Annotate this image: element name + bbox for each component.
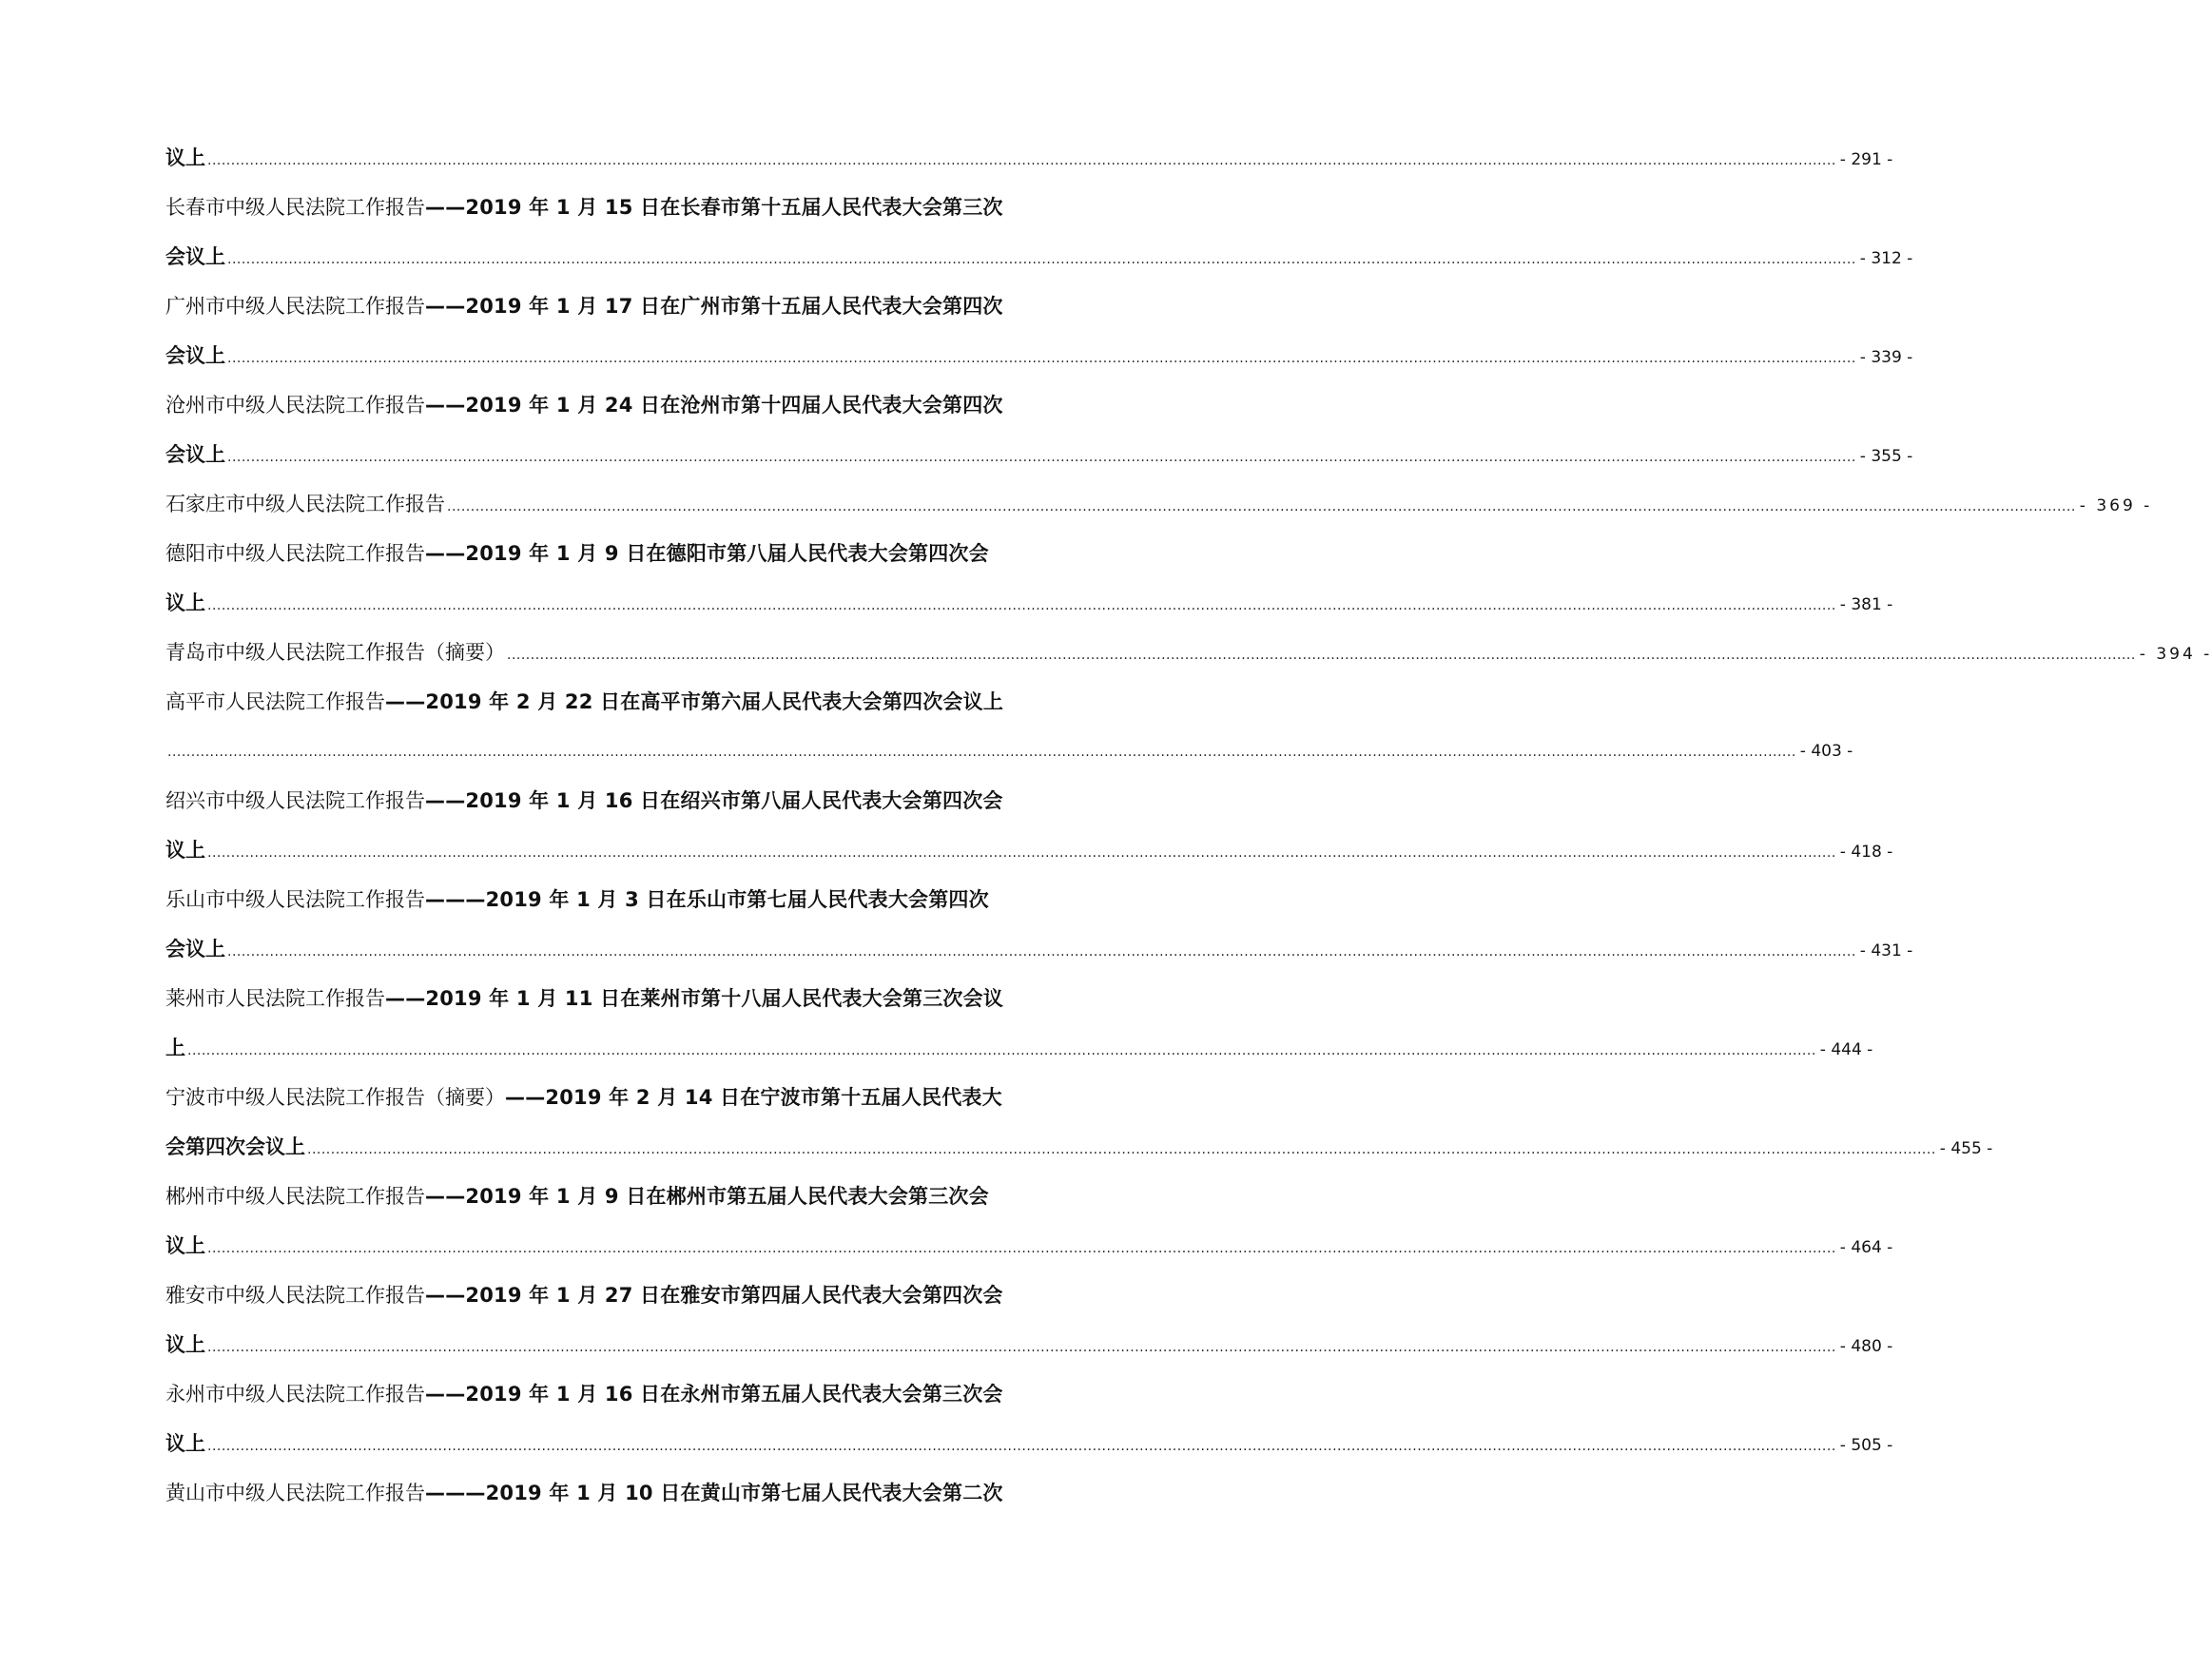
- dot-leader: ..........................................................................................................................................................................................................................................................................................................................................................: [207, 1340, 1836, 1355]
- dot-leader: ..........................................................................................................................................................................................................................................................................................................................................................: [507, 648, 2136, 663]
- toc-entry-title-end: 议上: [165, 1432, 205, 1455]
- dot-leader: ..........................................................................................................................................................................................................................................................................................................................................................: [227, 252, 1856, 267]
- toc-entry-subtitle: ———2019 年 1 月 10 日在黄山市第七届人民代表大会第二次: [425, 1482, 1003, 1504]
- toc-entry-continuation[interactable]: [165, 1023, 1873, 1073]
- toc-entry-title[interactable]: [165, 1468, 1021, 1518]
- toc-entry-title[interactable]: [165, 974, 1021, 1023]
- toc-entry-name: 雅安市中级人民法院工作报告: [165, 1284, 425, 1307]
- toc-entry-continuation[interactable]: [165, 1419, 1893, 1468]
- toc-entry-title-end: 议上: [165, 146, 205, 169]
- toc-entry-subtitle: ——2019 年 1 月 27 日在雅安市第四届人民代表大会第四次会: [425, 1284, 1003, 1307]
- toc-entry-subtitle: ——2019 年 2 月 22 日在高平市第六届人民代表大会第四次会议上: [385, 690, 1004, 713]
- dot-leader: ..........................................................................................................................................................................................................................................................................................................................................................: [207, 153, 1836, 168]
- toc-entry-name: 宁波市中级人民法院工作报告（摘要）: [165, 1086, 505, 1109]
- toc-entry-title[interactable]: [165, 1172, 1021, 1221]
- toc-entry[interactable]: [165, 628, 2212, 677]
- dot-leader: ..........................................................................................................................................................................................................................................................................................................................................................: [307, 1142, 1936, 1157]
- toc-entry-continuation[interactable]: [165, 924, 1913, 974]
- toc-entry-title[interactable]: [165, 183, 1021, 232]
- toc-entry-title-end: 会第四次会议上: [165, 1135, 305, 1158]
- toc-entry-title[interactable]: [165, 875, 1021, 924]
- toc-page-number: - 505 -: [1839, 1436, 1893, 1455]
- toc-entry-title[interactable]: [165, 776, 1021, 825]
- toc-page-number: - 464 -: [1839, 1238, 1893, 1257]
- toc-entry-name: 青岛市中级人民法院工作报告（摘要）: [165, 641, 505, 664]
- dot-leader: ..........................................................................................................................................................................................................................................................................................................................................................: [207, 598, 1836, 613]
- toc-entry-name: 沧州市中级人民法院工作报告: [165, 394, 425, 417]
- toc-page-number: - 291 -: [1839, 150, 1893, 169]
- toc-entry-name: 石家庄市中级人民法院工作报告: [165, 493, 445, 515]
- toc-entry-name: 郴州市中级人民法院工作报告: [165, 1185, 425, 1208]
- toc-entry-continuation[interactable]: [165, 430, 1913, 479]
- toc-entry-continuation[interactable]: [165, 825, 1893, 875]
- toc-entry-continuation[interactable]: [165, 331, 1913, 380]
- toc-entry-name: 高平市人民法院工作报告: [165, 690, 385, 713]
- toc-page-number: - 444 -: [1819, 1040, 1873, 1059]
- dot-leader: ..........................................................................................................................................................................................................................................................................................................................................................: [227, 944, 1856, 960]
- toc-entry-title[interactable]: [165, 1270, 1021, 1320]
- toc-entry-continuation[interactable]: [165, 1221, 1893, 1270]
- toc-entry-title-end: 议上: [165, 1333, 205, 1356]
- table-of-contents: [165, 133, 2212, 1518]
- toc-page-number: - 312 -: [1859, 249, 1913, 268]
- toc-entry-title[interactable]: [165, 1369, 1021, 1419]
- toc-entry-subtitle: ——2019 年 1 月 9 日在郴州市第五届人民代表大会第三次会: [425, 1185, 989, 1208]
- toc-entry-subtitle: ——2019 年 2 月 14 日在宁波市第十五届人民代表大: [505, 1086, 1002, 1109]
- toc-page-number: - 339 -: [1859, 348, 1913, 367]
- toc-entry-subtitle: ——2019 年 1 月 17 日在广州市第十五届人民代表大会第四次: [425, 295, 1003, 318]
- toc-page-number: - 431 -: [1859, 941, 1913, 960]
- dot-leader: ..........................................................................................................................................................................................................................................................................................................................................................: [227, 450, 1856, 465]
- toc-entry-name: 乐山市中级人民法院工作报告: [165, 888, 425, 911]
- toc-page-number: - 480 -: [1839, 1337, 1893, 1356]
- toc-entry-title[interactable]: [165, 1073, 1021, 1122]
- toc-entry-title-end: 会议上: [165, 245, 225, 268]
- dot-leader: ..........................................................................................................................................................................................................................................................................................................................................................: [207, 845, 1836, 861]
- toc-entry-continuation[interactable]: [165, 1320, 1893, 1369]
- toc-entry-continuation[interactable]: [165, 133, 1893, 183]
- toc-entry-subtitle: ———2019 年 1 月 3 日在乐山市第七届人民代表大会第四次: [425, 888, 989, 911]
- toc-page-number: - 369 -: [2079, 496, 2153, 515]
- toc-entry-title[interactable]: [165, 380, 1021, 430]
- toc-entry-name: 黄山市中级人民法院工作报告: [165, 1482, 425, 1504]
- toc-entry-title-end: 议上: [165, 1234, 205, 1257]
- toc-page-number: - 355 -: [1859, 447, 1913, 466]
- toc-entry-continuation[interactable]: [165, 727, 1853, 776]
- dot-leader: ..........................................................................................................................................................................................................................................................................................................................................................: [447, 499, 2076, 514]
- dot-leader: ..........................................................................................................................................................................................................................................................................................................................................................: [187, 1043, 1816, 1058]
- toc-entry-continuation[interactable]: [165, 578, 1893, 628]
- toc-page-number: - 403 -: [1799, 742, 1853, 761]
- toc-page-number: - 394 -: [2139, 645, 2212, 664]
- toc-entry-title[interactable]: [165, 529, 1021, 578]
- dot-leader: ..........................................................................................................................................................................................................................................................................................................................................................: [167, 745, 1796, 760]
- toc-entry-name: 长春市中级人民法院工作报告: [165, 196, 425, 219]
- dot-leader: ..........................................................................................................................................................................................................................................................................................................................................................: [207, 1241, 1836, 1256]
- toc-entry-title-end: 会议上: [165, 344, 225, 367]
- toc-entry-title-end: 议上: [165, 839, 205, 862]
- toc-entry-subtitle: ——2019 年 1 月 11 日在莱州市第十八届人民代表大会第三次会议: [385, 987, 1004, 1010]
- toc-entry-subtitle: ——2019 年 1 月 24 日在沧州市第十四届人民代表大会第四次: [425, 394, 1003, 417]
- toc-entry-title-end: 会议上: [165, 938, 225, 960]
- dot-leader: ..........................................................................................................................................................................................................................................................................................................................................................: [207, 1439, 1836, 1454]
- toc-page-number: - 381 -: [1839, 595, 1893, 614]
- toc-entry-title[interactable]: [165, 281, 1021, 331]
- toc-entry-title[interactable]: [165, 677, 1021, 727]
- toc-entry-title-end: 议上: [165, 592, 205, 614]
- toc-entry-name: 广州市中级人民法院工作报告: [165, 295, 425, 318]
- toc-page-number: - 455 -: [1939, 1139, 1993, 1158]
- dot-leader: ..........................................................................................................................................................................................................................................................................................................................................................: [227, 351, 1856, 366]
- toc-entry-subtitle: ——2019 年 1 月 9 日在德阳市第八届人民代表大会第四次会: [425, 542, 989, 565]
- toc-entry[interactable]: [165, 479, 2153, 529]
- toc-entry-name: 绍兴市中级人民法院工作报告: [165, 789, 425, 812]
- toc-entry-subtitle: ——2019 年 1 月 16 日在永州市第五届人民代表大会第三次会: [425, 1383, 1003, 1406]
- toc-entry-name: 德阳市中级人民法院工作报告: [165, 542, 425, 565]
- toc-entry-title-end: 会议上: [165, 443, 225, 466]
- toc-entry-continuation[interactable]: [165, 232, 1913, 281]
- toc-entry-subtitle: ——2019 年 1 月 15 日在长春市第十五届人民代表大会第三次: [425, 196, 1003, 219]
- toc-entry-subtitle: ——2019 年 1 月 16 日在绍兴市第八届人民代表大会第四次会: [425, 789, 1003, 812]
- toc-entry-name: 莱州市人民法院工作报告: [165, 987, 385, 1010]
- toc-entry-continuation[interactable]: [165, 1122, 1993, 1172]
- toc-entry-name: 永州市中级人民法院工作报告: [165, 1383, 425, 1406]
- toc-page-number: - 418 -: [1839, 843, 1893, 862]
- toc-entry-title-end: 上: [165, 1037, 185, 1059]
